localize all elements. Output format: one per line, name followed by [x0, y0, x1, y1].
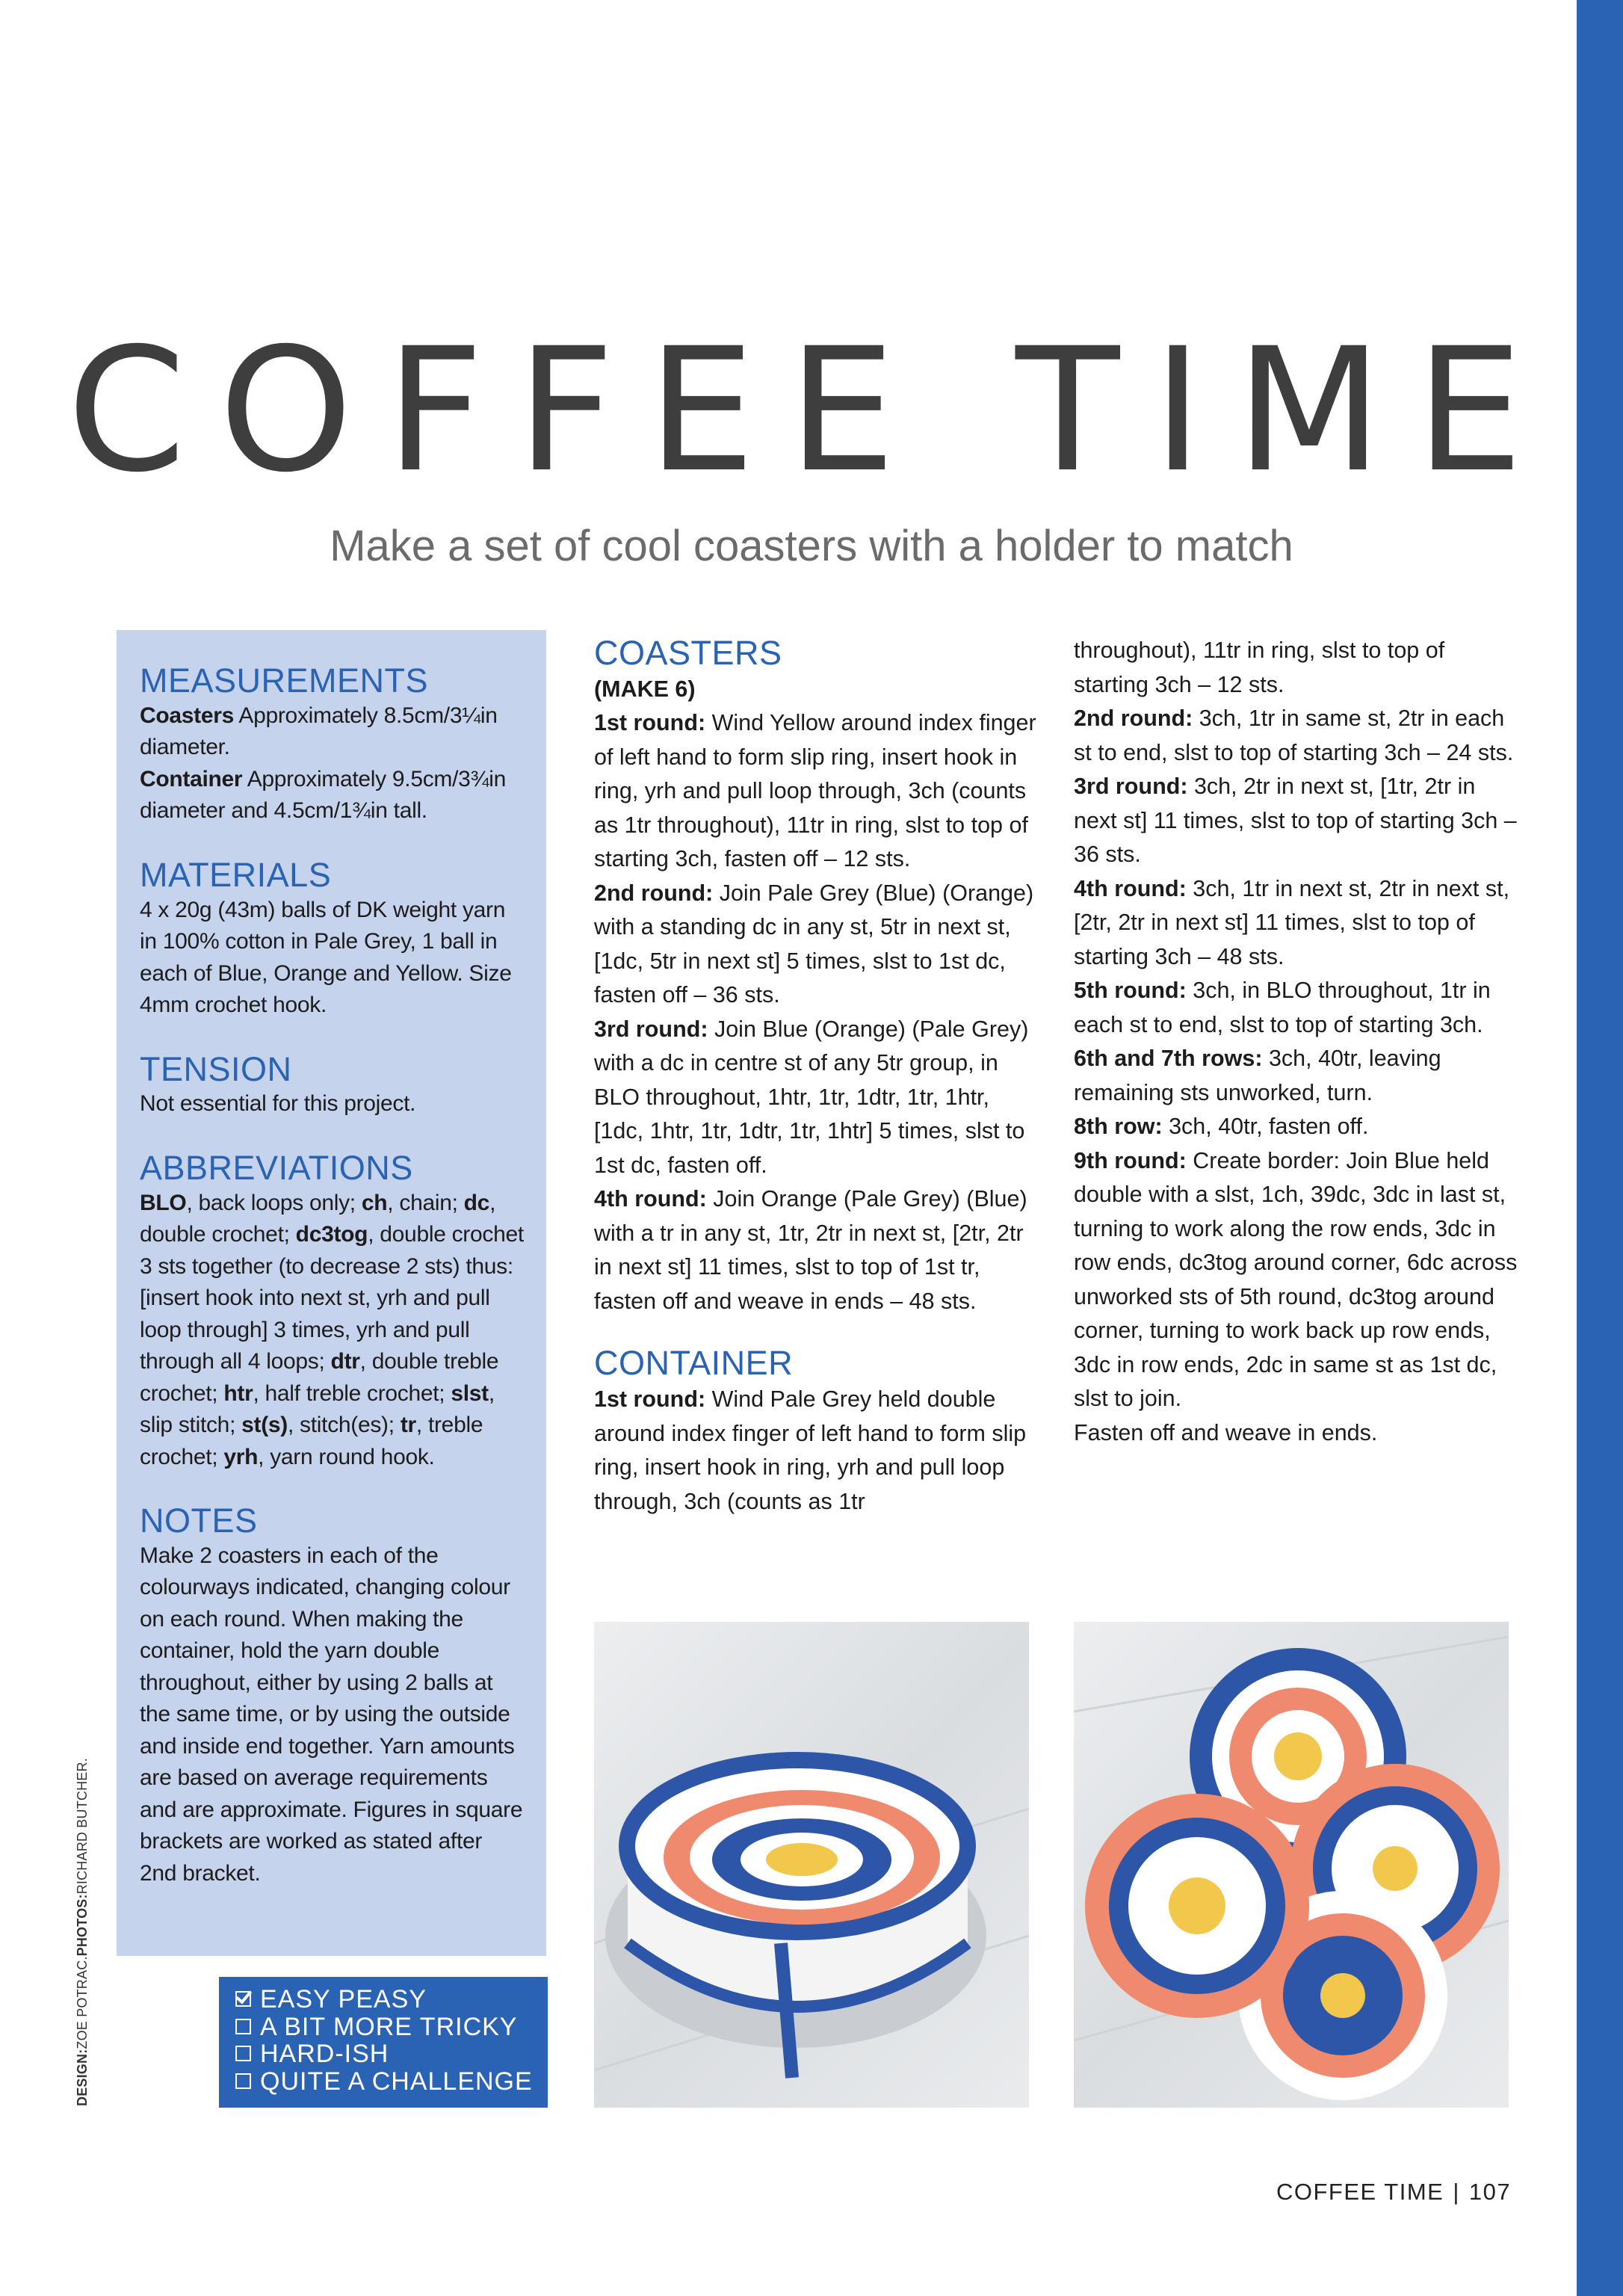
container-size-text: Approximately 9.5cm/3¾in diameter and 4.5cm/1¾in tall.	[140, 766, 506, 824]
photo-credit: DESIGN:ZOE POTRAC.PHOTOS:RICHARD BUTCHER.	[75, 1758, 90, 2106]
difficulty-level	[235, 2013, 548, 2041]
page-footer	[1276, 2179, 1511, 2206]
coasters-size-text: Approximately 8.5cm/3¼in diameter.	[140, 703, 498, 760]
round-label: 5th round:	[1074, 978, 1187, 1003]
coaster-round	[594, 1013, 1042, 1183]
round-text: 3ch, 1tr in same st, 2tr in each st to end, slst to top of starting 3ch – 24 sts.	[1074, 706, 1514, 765]
difficulty-label: A BIT MORE TRICKY	[260, 2012, 518, 2041]
difficulty-level	[235, 2068, 548, 2096]
container-illustration	[594, 1622, 1029, 2108]
abbreviations-text	[140, 1188, 524, 1474]
round-text: Wind Yellow around index finger of left hand to form slip ring, insert hook in ring, yrh and pull loop through, 3ch (counts as 1tr throughout), 11tr in ring, slst to top of starting 3ch, fasten off – 12 sts.	[594, 710, 1036, 872]
abbr-term: ch	[361, 1190, 388, 1215]
pattern-column-middle	[594, 634, 1042, 1519]
container-round	[1074, 974, 1522, 1042]
round-text: 3ch, 2tr in next st, [1tr, 2tr in next st] 11 times, slst to top of starting 3ch – 36 sts.	[1074, 774, 1517, 867]
notes-heading: NOTES	[140, 1502, 258, 1540]
abbr-definition: , yarn round hook.	[258, 1444, 435, 1469]
round-text: 3ch, 1tr in next st, 2tr in next st, [2tr, 2tr in next st] 11 times, slst to top of starting 3ch – 48 sts.	[1074, 875, 1510, 969]
abbr-definition: , double crochet 3 sts together (to decrease 2 sts) thus: [insert hook into next st, yrh and pull loop through] 3 times, yrh and pull through all 4 loops;	[140, 1222, 524, 1374]
round-text: 3ch, in BLO throughout, 1tr in each st to end, slst to top of starting 3ch.	[1074, 978, 1491, 1037]
checkbox-icon	[235, 2046, 251, 2061]
page-subtitle: Make a set of cool coasters with a holder to match	[330, 522, 1293, 570]
abbr-definition: , treble crochet;	[140, 1413, 483, 1469]
round-text: Create border: Join Blue held double with a slst, 1ch, 39dc, 3dc in last st, turning to work along the row ends, 3dc in row ends, dc3tog around corner, 6dc across unworked sts of 5th round, dc3tog around corner, turning to work back up row ends, 3dc in row ends, 2dc in same st as 1st dc, slst to join.	[1074, 1147, 1518, 1411]
tension-text: Not essential for this project.	[140, 1091, 416, 1117]
round-label: 6th and 7th rows:	[1074, 1046, 1263, 1071]
container-round	[1074, 1042, 1522, 1110]
container-round	[1074, 702, 1522, 770]
checkbox-icon	[235, 2019, 251, 2034]
checkbox-icon	[235, 2073, 251, 2089]
round-label: 3rd round:	[594, 1016, 708, 1042]
footer-separator: |	[1453, 2179, 1460, 2205]
round-label: 2nd round:	[594, 880, 714, 906]
round-text: Join Pale Grey (Blue) (Orange) with a standing dc in any st, 5tr in next st, [1dc, 5tr in next st] 5 times, slst to 1st dc, fasten off – 36 sts.	[594, 880, 1034, 1008]
difficulty-label: QUITE A CHALLENGE	[260, 2067, 533, 2096]
difficulty-level	[235, 1986, 548, 2013]
abbr-term: dc	[463, 1190, 490, 1215]
abbr-definition: , double treble crochet;	[140, 1349, 499, 1406]
container-round	[594, 1383, 1042, 1519]
info-box	[117, 630, 546, 1956]
difficulty-label: EASY PEASY	[260, 1985, 427, 2013]
measurements-heading: MEASUREMENTS	[140, 661, 429, 700]
abbr-term: BLO	[140, 1190, 187, 1215]
coaster-round	[594, 877, 1042, 1013]
measurements-text	[140, 700, 524, 827]
abbr-definition: , half treble crochet;	[253, 1380, 451, 1406]
round-label: 1st round:	[594, 1386, 706, 1412]
coaster-round	[594, 706, 1042, 877]
abbr-term: yrh	[223, 1444, 259, 1469]
difficulty-label: HARD-ISH	[260, 2040, 389, 2068]
difficulty-rating	[219, 1977, 548, 2108]
round-text: Wind Pale Grey held double around index finger of left hand to form slip ring, insert hook in ring, yrh and pull loop through, 3ch (counts as 1tr	[594, 1386, 1027, 1514]
materials-text: 4 x 20g (43m) balls of DK weight yarn in 100% cotton in Pale Grey, 1 ball in each of Blue, Orange and Yellow. Size 4mm crochet hook.	[140, 897, 512, 1017]
round-label: 3rd round:	[1074, 774, 1188, 799]
abbreviations-heading: ABBREVIATIONS	[140, 1148, 413, 1187]
round-text: 3ch, 40tr, leaving remaining sts unworked, turn.	[1074, 1046, 1441, 1105]
round-label: 9th round:	[1074, 1147, 1187, 1173]
abbr-definition: , slip stitch;	[140, 1380, 495, 1437]
container-round-continued: throughout), 11tr in ring, slst to top of starting 3ch – 12 sts.	[1074, 638, 1445, 697]
abbr-definition: , chain;	[387, 1190, 464, 1215]
round-label: 2nd round:	[1074, 706, 1193, 731]
abbr-term: htr	[223, 1380, 253, 1406]
round-text: Join Blue (Orange) (Pale Grey) with a dc in centre st of any 5tr group, in BLO throughout, 1htr, 1tr, 1dtr, 1tr, 1htr, [1dc, 1htr, 1tr, 1dtr, 1tr, 1htr] 5 times, slst to 1st dc, fasten off.	[594, 1016, 1029, 1178]
notes-text: Make 2 coasters in each of the colourways indicated, changing colour on each round. When making the container, hold the yarn double throughout, either by using 2 balls at the same time, or by using the outside and inside end together. Yarn amounts are based on average requirements and are approximate. Figures in square brackets are worked as stated after 2nd bracket.	[140, 1543, 523, 1886]
page-title: COFFEE TIME	[67, 311, 1556, 510]
abbr-term: slst	[451, 1380, 489, 1406]
abbr-term: dtr	[330, 1349, 360, 1374]
coasters-heading: COASTERS	[594, 634, 782, 672]
abbr-definition: , double crochet;	[140, 1190, 496, 1247]
coasters-photo	[1074, 1622, 1509, 2108]
container-finish: Fasten off and weave in ends.	[1074, 1419, 1378, 1445]
round-text: Join Orange (Pale Grey) (Blue) with a tr in any st, 1tr, 2tr in next st, [2tr, 2tr in next st] 11 times, slst to top of 1st tr, fasten off and weave in ends – 48 sts.	[594, 1186, 1027, 1314]
checked-box-icon	[235, 1991, 251, 2007]
coasters-make-count: (MAKE 6)	[594, 676, 696, 702]
coaster-left	[1085, 1794, 1309, 2018]
difficulty-level	[235, 2040, 548, 2068]
pattern-column-right	[1074, 634, 1522, 1450]
abbr-term: st(s)	[241, 1413, 288, 1437]
round-text: 3ch, 40tr, fasten off.	[1162, 1114, 1369, 1139]
round-label: 1st round:	[594, 710, 706, 736]
container-round	[1074, 872, 1522, 975]
container-heading: CONTAINER	[594, 1344, 794, 1383]
abbr-term: tr	[400, 1413, 416, 1437]
round-label: 8th row:	[1074, 1114, 1163, 1139]
container-round	[1074, 1144, 1522, 1416]
round-label: 4th round:	[1074, 875, 1187, 901]
container-photo	[594, 1622, 1029, 2108]
tension-heading: TENSION	[140, 1049, 292, 1088]
abbr-term: dc3tog	[295, 1222, 368, 1247]
abbr-definition: , back loops only;	[186, 1190, 362, 1215]
coaster-round	[594, 1182, 1042, 1318]
abbr-definition: , stitch(es);	[287, 1413, 401, 1437]
container-size-label: Container	[140, 766, 243, 791]
footer-section: COFFEE TIME	[1276, 2179, 1444, 2205]
round-label: 4th round:	[594, 1186, 707, 1212]
container-round	[1074, 1110, 1522, 1144]
materials-heading: MATERIALS	[140, 855, 332, 894]
page-number: 107	[1468, 2179, 1512, 2205]
container-round	[1074, 770, 1522, 872]
coasters-illustration	[1074, 1622, 1509, 2108]
coasters-size-label: Coasters	[140, 703, 234, 728]
